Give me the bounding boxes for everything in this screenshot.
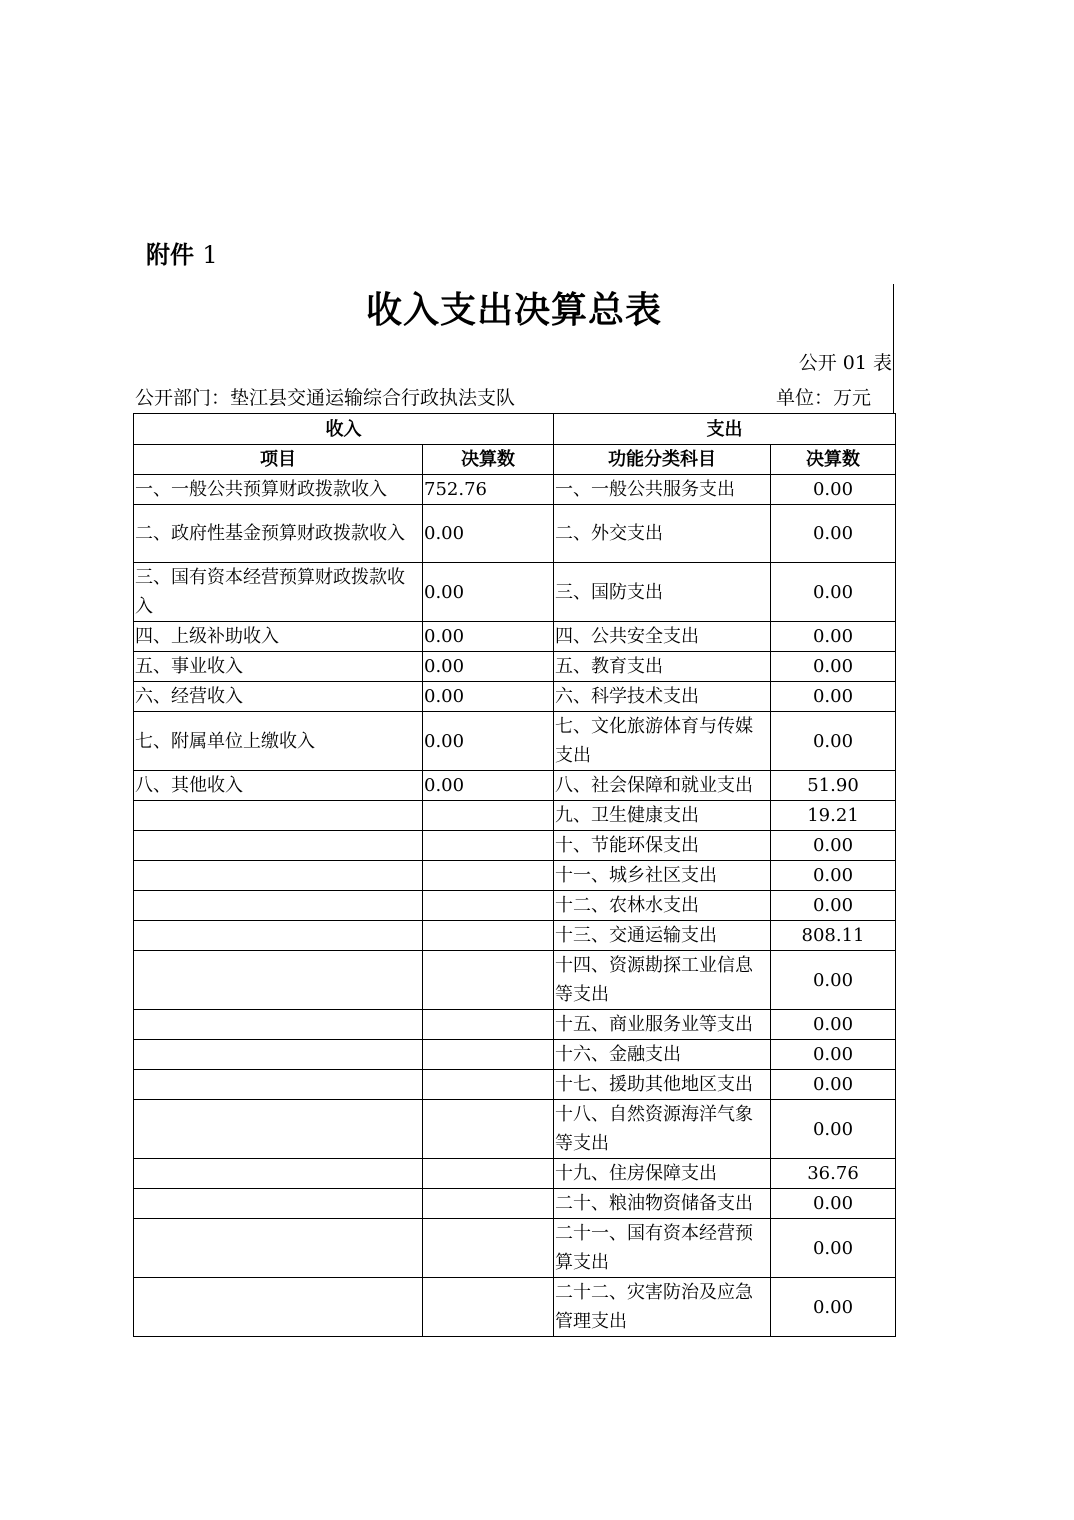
expense-amount-cell: 0.00 — [771, 1010, 896, 1040]
expense-item-cell: 九、卫生健康支出 — [554, 801, 771, 831]
table-row — [134, 1159, 896, 1189]
attachment-label — [146, 238, 218, 272]
expense-amount-cell: 0.00 — [771, 1100, 896, 1159]
expense-item-cell: 十三、交通运输支出 — [554, 921, 771, 951]
expense-amount-cell: 51.90 — [771, 771, 896, 801]
expense-header: 支出 — [554, 414, 896, 445]
expense-amount-cell: 0.00 — [771, 1278, 896, 1337]
table-row — [134, 891, 896, 921]
income-item-cell — [134, 1189, 423, 1219]
table-row — [134, 622, 896, 652]
income-expense-table — [133, 413, 896, 1337]
income-item-cell: 五、事业收入 — [134, 652, 423, 682]
expense-item-cell: 十六、金融支出 — [554, 1040, 771, 1070]
expense-item-cell: 二、外交支出 — [554, 505, 771, 563]
table-row — [134, 1219, 896, 1278]
expense-item-cell: 十一、城乡社区支出 — [554, 861, 771, 891]
expense-amount-cell: 0.00 — [771, 682, 896, 712]
table-row — [134, 1040, 896, 1070]
attachment-number: 1 — [202, 241, 218, 269]
expense-item-cell: 十四、资源勘探工业信息等支出 — [554, 951, 771, 1010]
expense-item-cell: 十、节能环保支出 — [554, 831, 771, 861]
expense-amount-cell: 0.00 — [771, 712, 896, 771]
table-row — [134, 771, 896, 801]
function-header: 功能分类科目 — [554, 445, 771, 475]
income-amount-cell — [423, 1100, 554, 1159]
income-amount-cell — [423, 1070, 554, 1100]
income-item-cell: 一、一般公共预算财政拨款收入 — [134, 475, 423, 505]
income-amount-cell: 0.00 — [423, 622, 554, 652]
income-amount-cell: 0.00 — [423, 771, 554, 801]
income-amount-cell — [423, 951, 554, 1010]
table-row — [134, 1100, 896, 1159]
expense-item-cell: 十九、住房保障支出 — [554, 1159, 771, 1189]
expense-amount-cell: 0.00 — [771, 622, 896, 652]
income-amount-cell — [423, 801, 554, 831]
expense-amount-cell: 0.00 — [771, 1040, 896, 1070]
income-amount-cell — [423, 1040, 554, 1070]
expense-amount-cell: 0.00 — [771, 1189, 896, 1219]
income-amount-cell — [423, 1159, 554, 1189]
income-amount-cell — [423, 1189, 554, 1219]
income-amount-cell: 752.76 — [423, 475, 554, 505]
item-header: 项目 — [134, 445, 423, 475]
expense-amount-cell: 0.00 — [771, 505, 896, 563]
expense-item-cell: 一、一般公共服务支出 — [554, 475, 771, 505]
table-row — [134, 682, 896, 712]
expense-amount-cell: 0.00 — [771, 1219, 896, 1278]
income-amount-cell — [423, 1010, 554, 1040]
expense-item-cell: 二十二、灾害防治及应急管理支出 — [554, 1278, 771, 1337]
expense-amount-cell: 36.76 — [771, 1159, 896, 1189]
amount-header: 决算数 — [423, 445, 554, 475]
income-amount-cell — [423, 831, 554, 861]
table-row — [134, 1189, 896, 1219]
table-row — [134, 475, 896, 505]
expense-item-cell: 四、公共安全支出 — [554, 622, 771, 652]
expense-item-cell: 十五、商业服务业等支出 — [554, 1010, 771, 1040]
income-item-cell — [134, 831, 423, 861]
income-item-cell: 六、经营收入 — [134, 682, 423, 712]
table-row — [134, 712, 896, 771]
income-item-cell — [134, 1219, 423, 1278]
table-row — [134, 801, 896, 831]
expense-item-cell: 十八、自然资源海洋气象等支出 — [554, 1100, 771, 1159]
attachment-text: 附件 — [146, 240, 194, 269]
income-item-cell: 七、附属单位上缴收入 — [134, 712, 423, 771]
income-item-cell — [134, 1159, 423, 1189]
expense-item-cell: 二十、粮油物资储备支出 — [554, 1189, 771, 1219]
income-item-cell — [134, 951, 423, 1010]
expense-item-cell: 三、国防支出 — [554, 563, 771, 622]
income-amount-cell: 0.00 — [423, 563, 554, 622]
income-amount-cell: 0.00 — [423, 505, 554, 563]
unit-label: 单位：万元 — [776, 387, 872, 409]
expense-item-cell: 七、文化旅游体育与传媒支出 — [554, 712, 771, 771]
income-item-cell — [134, 921, 423, 951]
table-row — [134, 505, 896, 563]
income-amount-cell — [423, 861, 554, 891]
income-item-cell — [134, 1040, 423, 1070]
expense-item-cell: 八、社会保障和就业支出 — [554, 771, 771, 801]
income-amount-cell — [423, 1219, 554, 1278]
table-row — [134, 1070, 896, 1100]
expense-amount-cell: 808.11 — [771, 921, 896, 951]
expense-item-cell: 二十一、国有资本经营预算支出 — [554, 1219, 771, 1278]
table-row — [134, 563, 896, 622]
expense-amount-cell: 19.21 — [771, 801, 896, 831]
expense-amount-cell: 0.00 — [771, 563, 896, 622]
expense-amount-cell: 0.00 — [771, 475, 896, 505]
income-item-cell — [134, 861, 423, 891]
table-row — [134, 951, 896, 1010]
table-row — [134, 1010, 896, 1040]
income-amount-cell — [423, 891, 554, 921]
income-amount-cell: 0.00 — [423, 682, 554, 712]
table-row — [134, 1278, 896, 1337]
income-item-cell — [134, 1278, 423, 1337]
expense-item-cell: 十七、援助其他地区支出 — [554, 1070, 771, 1100]
table-row — [134, 831, 896, 861]
table-number: 公开 01 表 — [798, 352, 892, 374]
table-row — [134, 921, 896, 951]
income-item-cell — [134, 801, 423, 831]
expense-amount-cell: 0.00 — [771, 831, 896, 861]
income-item-cell — [134, 1070, 423, 1100]
income-amount-cell: 0.00 — [423, 712, 554, 771]
header-row-sections — [134, 414, 896, 445]
income-item-cell: 四、上级补助收入 — [134, 622, 423, 652]
expense-item-cell: 五、教育支出 — [554, 652, 771, 682]
table-row — [134, 652, 896, 682]
income-amount-cell — [423, 921, 554, 951]
income-item-cell: 三、国有资本经营预算财政拨款收入 — [134, 563, 423, 622]
expense-amount-cell: 0.00 — [771, 1070, 896, 1100]
expense-amount-cell: 0.00 — [771, 891, 896, 921]
page-title: 收入支出决算总表 — [365, 289, 662, 331]
income-item-cell — [134, 891, 423, 921]
expense-amount-cell: 0.00 — [771, 652, 896, 682]
expense-amount-cell: 0.00 — [771, 951, 896, 1010]
department-label: 公开部门：垫江县交通运输综合行政执法支队 — [135, 387, 516, 409]
expense-amount-cell: 0.00 — [771, 861, 896, 891]
expense-item-cell: 十二、农林水支出 — [554, 891, 771, 921]
income-item-cell — [134, 1010, 423, 1040]
income-item-cell — [134, 1100, 423, 1159]
income-amount-cell: 0.00 — [423, 652, 554, 682]
income-header: 收入 — [134, 414, 554, 445]
income-amount-cell — [423, 1278, 554, 1337]
header-row-columns — [134, 445, 896, 475]
income-item-cell: 二、政府性基金预算财政拨款收入 — [134, 505, 423, 563]
amount2-header: 决算数 — [771, 445, 896, 475]
expense-item-cell: 六、科学技术支出 — [554, 682, 771, 712]
income-item-cell: 八、其他收入 — [134, 771, 423, 801]
table-row — [134, 861, 896, 891]
